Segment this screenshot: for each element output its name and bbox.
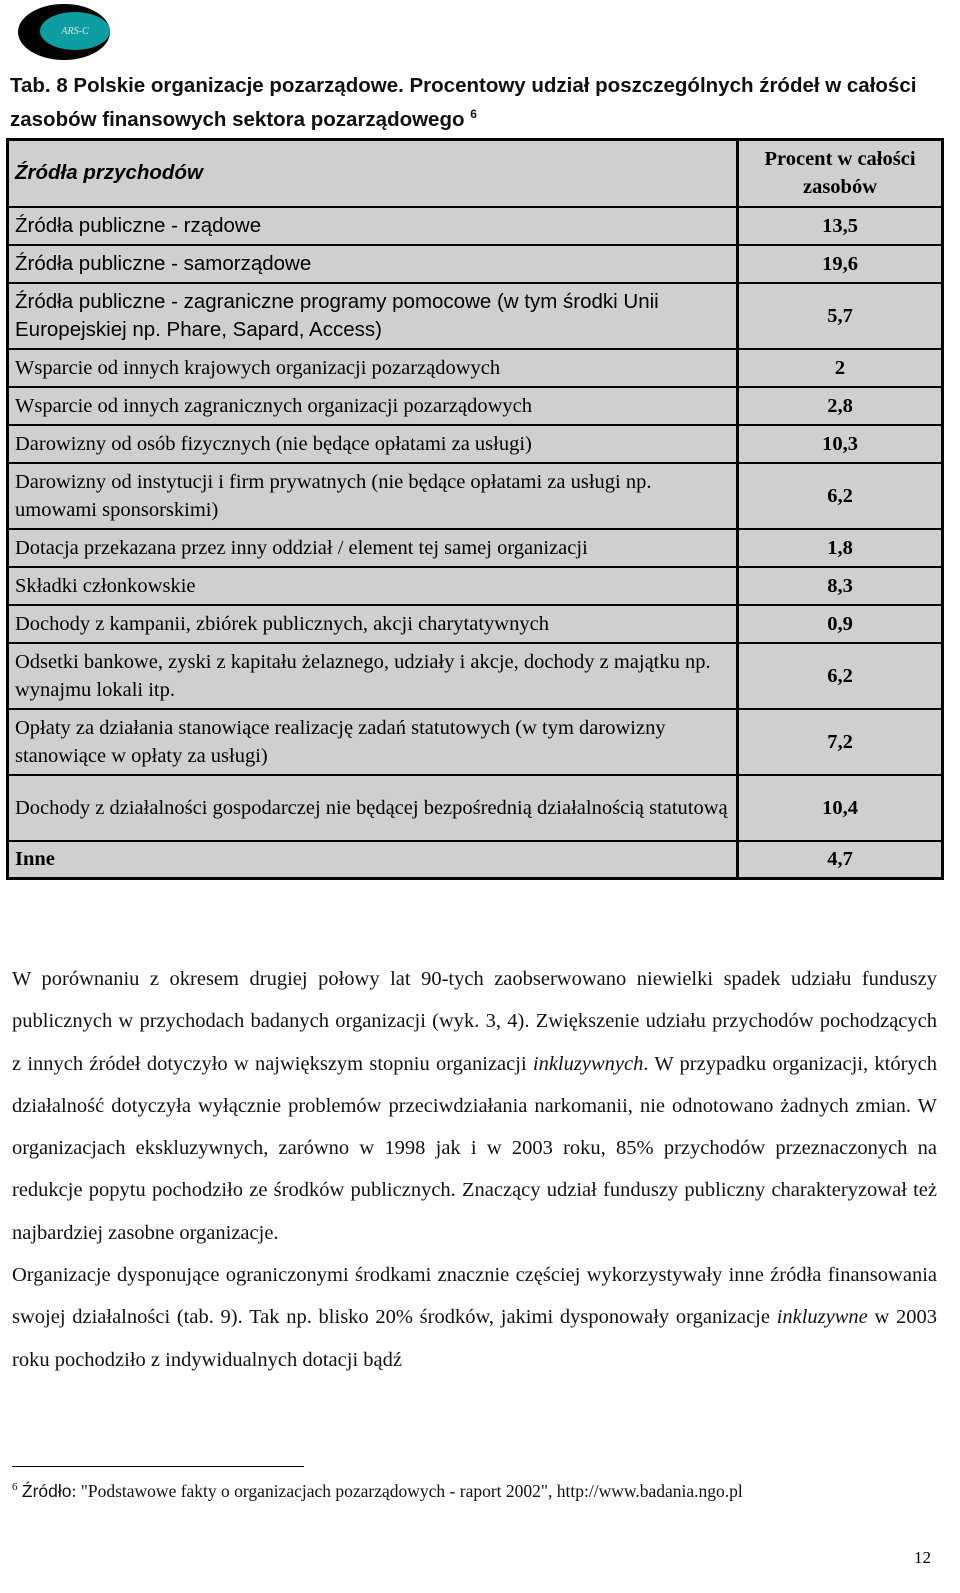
footnote-label: Źródło [21,1480,72,1501]
logo-ellipse [40,12,110,50]
table-row [8,387,943,425]
table-row [8,425,943,463]
table-row [8,207,943,245]
row-value: 4,7 [738,841,943,879]
paragraph-2-part-a: Organizacje dysponujące ograniczonymi środkami znacznie częściej wykorzystywały inne źródła finansowania swojej działalności (tab. 9). Tak np. blisko 20% środków, jakimi dysponowały organizacje [12,1264,937,1329]
row-label: Darowizny od osób fizycznych (nie będące opłatami za usługi) [8,425,738,463]
row-label: Inne [8,841,738,879]
row-label: Dochody z kampanii, zbiórek publicznych, akcji charytatywnych [8,605,738,643]
row-value: 6,2 [738,463,943,529]
row-value: 2 [738,349,943,387]
row-value: 19,6 [738,245,943,283]
footnote-rule [12,1466,304,1467]
logo [18,4,110,60]
page-number: 12 [914,1548,931,1567]
row-value: 0,9 [738,605,943,643]
row-value: 6,2 [738,643,943,709]
table-row [8,283,943,349]
table-row [8,245,943,283]
row-label: Składki członkowskie [8,567,738,605]
paragraph-1-emphasis: inkluzywnych [532,1052,644,1075]
sources-table [6,138,944,880]
row-label: Dotacja przekazana przez inny oddział / element tej samej organizacji [8,529,738,567]
paragraph-2-emphasis: inkluzywne [776,1306,868,1329]
table-row [8,775,943,841]
paragraph-1-part-b: . W przypadku organizacji, których działalność dotyczyła wyłącznie problemów przeciwdziałania narkomanii, nie odnotowano żadnych zmian. W organizacjach ekskluzywnych, zarówno w 1998 jak i w 2003 roku, 85% przychodów przeznaczonych na redukcje popytu pochodziło ze środków publicznych. Znaczący udział funduszy publiczny charakteryzował też najbardziej zasobne organizacje. [12,1052,937,1244]
logo-text: ARS-C [61,25,89,37]
header-sources: Źródła przychodów [8,140,738,207]
row-value: 7,2 [738,709,943,775]
row-label: Źródła publiczne - zagraniczne programy pomocowe (w tym środki Unii Europejskiej np. Phare, Sapard, Access) [8,283,738,349]
table-row [8,567,943,605]
row-value: 10,4 [738,775,943,841]
caption-text: Tab. 8 Polskie organizacje pozarządowe. Procentowy udział poszczególnych źródeł w całości zasobów finansowych sektora pozarządowego [10,74,917,131]
row-value: 10,3 [738,425,943,463]
table-row [8,643,943,709]
row-value: 2,8 [738,387,943,425]
table-row [8,463,943,529]
table-row [8,841,943,879]
table-row [8,529,943,567]
body-text [12,958,937,1381]
row-label: Źródła publiczne - rządowe [8,207,738,245]
caption-footnote-ref: 6 [470,107,477,121]
table-header-row [8,140,943,207]
row-value: 1,8 [738,529,943,567]
header-percent: Procent w całości zasobów [738,140,943,207]
paragraph-1-part-a: W porównaniu z okresem drugiej połowy lat 90-tych zaobserwowano niewielki spadek udziału funduszy publicznych w przychodach badanych organizacji (wyk. 3, 4). Zwiększenie udziału przychodów pochodzących z innych źródeł dotyczyło w największym stopniu organizacji [12,968,937,1075]
row-value: 8,3 [738,567,943,605]
row-label: Dochody z działalności gospodarczej nie będącej bezpośrednią działalnością statutową [8,775,738,841]
table-row [8,605,943,643]
row-value: 5,7 [738,283,943,349]
row-label: Odsetki bankowe, zyski z kapitału żelaznego, udziały i akcje, dochody z majątku np. wynajmu lokali itp. [8,643,738,709]
row-label: Opłaty za działania stanowiące realizację zadań statutowych (w tym darowizny stanowiące w opłaty za usługi) [8,709,738,775]
footnote-text: : "Podstawowe fakty o organizacjach pozarządowych - raport 2002", http://www.badania.ngo.pl [71,1480,743,1501]
table-caption [10,72,945,134]
footnote [12,1474,942,1504]
row-label: Wsparcie od innych zagranicznych organizacji pozarządowych [8,387,738,425]
paragraph-2 [12,1254,937,1381]
paragraph-1 [12,958,937,1254]
row-label: Źródła publiczne - samorządowe [8,245,738,283]
paragraph-2-part-b: w 2003 roku pochodziło z indywidualnych dotacji bądź [12,1306,937,1371]
row-label: Wsparcie od innych krajowych organizacji pozarządowych [8,349,738,387]
row-label: Darowizny od instytucji i firm prywatnych (nie będące opłatami za usługi np. umowami sponsorskimi) [8,463,738,529]
footnote-number: 6 [12,1481,18,1493]
row-value: 13,5 [738,207,943,245]
table-row [8,349,943,387]
table-row [8,709,943,775]
